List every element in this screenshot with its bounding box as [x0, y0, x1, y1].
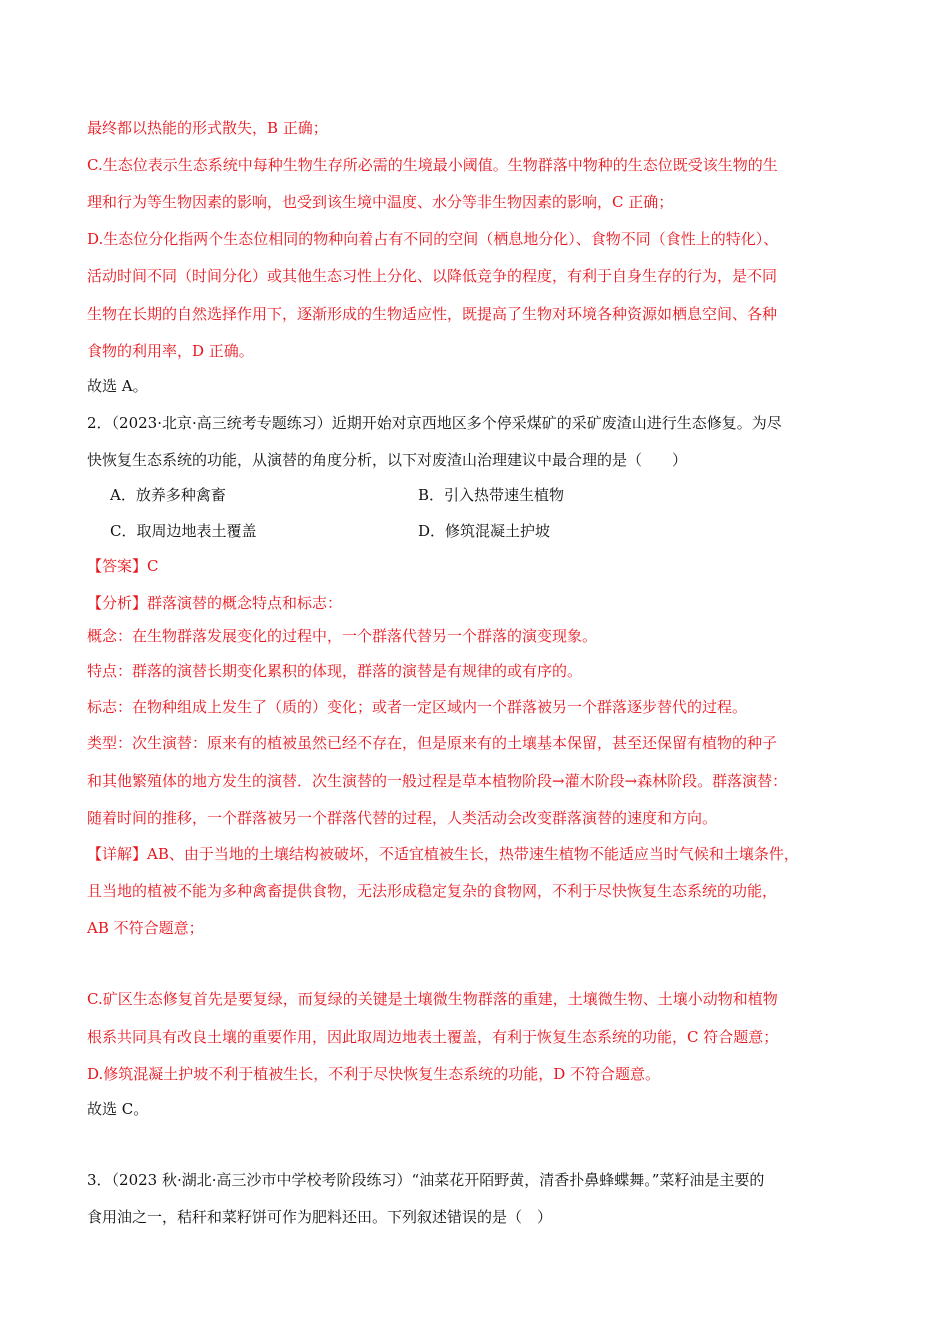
option-a: A．放养多种禽畜 — [110, 486, 226, 504]
analysis-line: 随着时间的推移，一个群落被另一个群落代替的过程，人类活动会改变群落演替的速度和方向。 — [87, 809, 718, 827]
explanation-line: 最终都以热能的形式散失，B 正确； — [87, 119, 328, 137]
analysis-line: 概念：在生物群落发展变化的过程中，一个群落代替另一个群落的演变现象。 — [87, 627, 598, 645]
detail-line: C.矿区生态修复首先是要复绿，而复绿的关键是土壤微生物群落的重建，土壤微生物、土壤小动物和植物 — [87, 990, 778, 1008]
option-d: D．修筑混凝土护坡 — [418, 522, 551, 540]
conclusion-text: 故选 C。 — [87, 1100, 149, 1118]
question-stem: 2．（2023·北京·高三统考专题练习）近期开始对京西地区多个停采煤矿的采矿废渣山进行生态修复。为尽 — [87, 414, 782, 432]
option-c: C．取周边地表土覆盖 — [110, 522, 257, 540]
detail-line: D.修筑混凝土护坡不利于植被生长，不利于尽快恢复生态系统的功能，D 不符合题意。 — [87, 1065, 661, 1083]
detail-line: AB 不符合题意； — [87, 919, 204, 937]
conclusion-text: 故选 A。 — [87, 377, 148, 395]
analysis-line: 标志：在物种组成上发生了（质的）变化；或者一定区域内一个群落被另一个群落逐步替代的过程。 — [87, 698, 748, 716]
analysis-line: 和其他繁殖体的地方发生的演替．次生演替的一般过程是草本植物阶段→灌木阶段→森林阶段。群落演替： — [87, 772, 788, 790]
explanation-line: C.生态位表示生态系统中每种生物生存所必需的生境最小阈值。生物群落中物种的生态位既受该生物的生 — [87, 156, 778, 174]
detail-line: 根系共同具有改良土壤的重要作用，因此取周边地表土覆盖，有利于恢复生态系统的功能，C 符合题意； — [87, 1028, 779, 1046]
question-stem: 快恢复生态系统的功能，从演替的角度分析，以下对废渣山治理建议中最合理的是（ ） — [87, 451, 688, 469]
question-stem: 3．（2023 秋·湖北·高三沙市中学校考阶段练习）“油菜花开陌野黄，清香扑鼻蜂蝶舞。”菜籽油是主要的 — [87, 1171, 765, 1189]
answer-label: 【答案】C — [87, 557, 159, 575]
detail-line: 【详解】AB、由于当地的土壤结构被破坏，不适宜植被生长，热带速生植物不能适应当时气候和土壤条件， — [87, 845, 799, 863]
explanation-line: 生物在长期的自然选择作用下，逐渐形成的生物适应性，既提高了生物对环境各种资源如栖息空间、各种 — [87, 305, 778, 323]
detail-line: 且当地的植被不能为多种禽畜提供食物，无法形成稳定复杂的食物网，不利于尽快恢复生态系统的功能， — [87, 882, 778, 900]
explanation-line: 活动时间不同（时间分化）或其他生态习性上分化、以降低竞争的程度，有利于自身生存的行为，是不同 — [87, 267, 778, 285]
option-b: B．引入热带速生植物 — [418, 486, 565, 504]
explanation-line: D.生态位分化指两个生态位相同的物种向着占有不同的空间（栖息地分化）、食物不同（食性上的特化）、 — [87, 230, 779, 248]
explanation-line: 理和行为等生物因素的影响，也受到该生境中温度、水分等非生物因素的影响，C 正确； — [87, 193, 674, 211]
analysis-line: 类型：次生演替：原来有的植被虽然已经不存在，但是原来有的土壤基本保留，甚至还保留有植物的种子 — [87, 734, 778, 752]
question-stem: 食用油之一，秸秆和菜籽饼可作为肥料还田。下列叙述错误的是（ ） — [87, 1208, 553, 1226]
analysis-line: 【分析】群落演替的概念特点和标志： — [87, 594, 343, 612]
analysis-line: 特点：群落的演替长期变化累积的体现，群落的演替是有规律的或有序的。 — [87, 662, 583, 680]
explanation-line: 食物的利用率，D 正确。 — [87, 342, 254, 360]
